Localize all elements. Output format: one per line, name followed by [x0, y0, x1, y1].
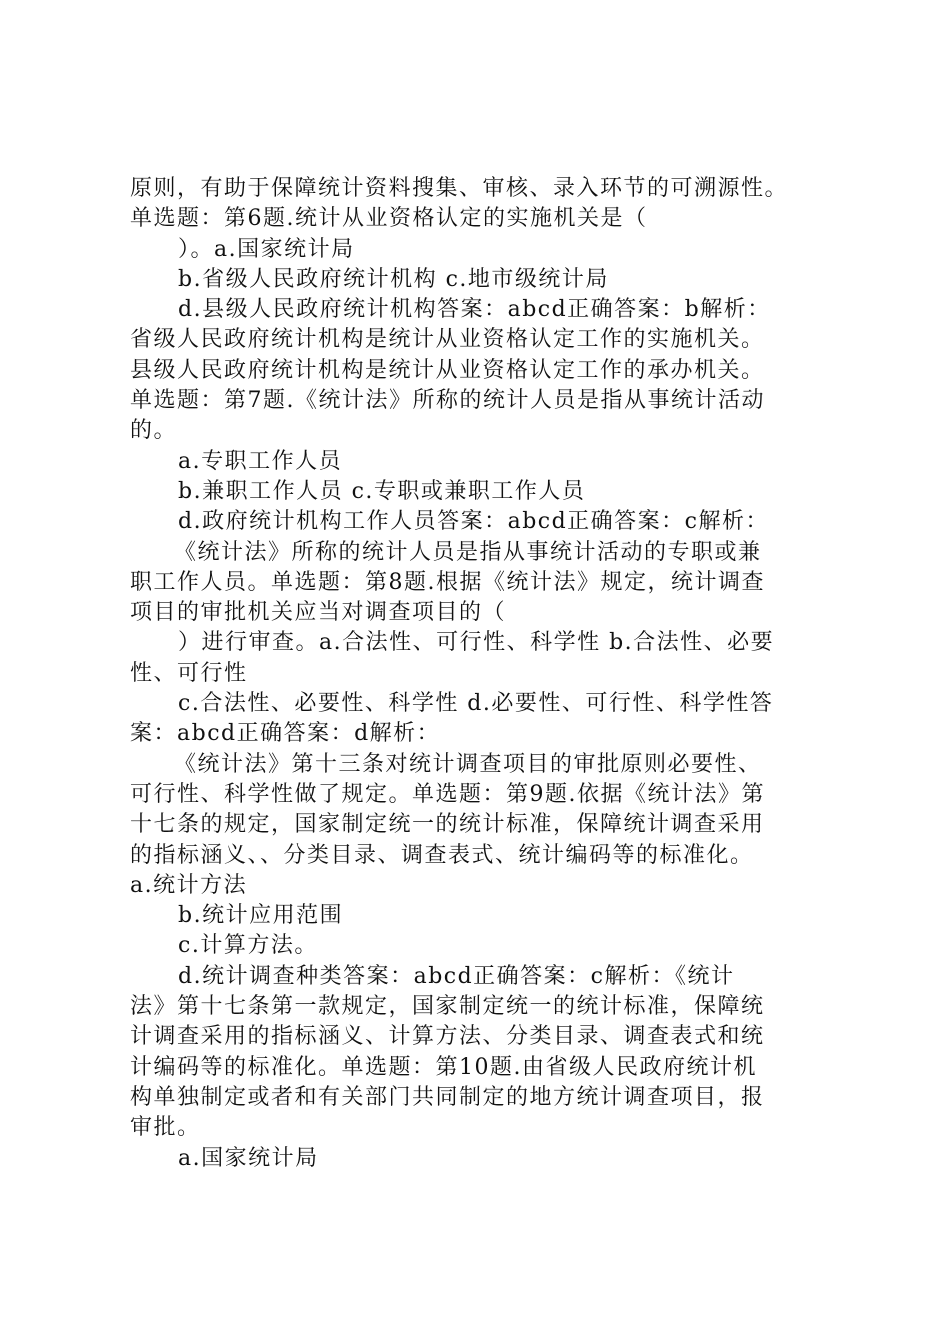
- text-line: 性、可行性: [130, 660, 248, 686]
- text-line: ）进行审查。a.合法性、可行性、科学性 b.合法性、必要: [178, 630, 775, 656]
- text-line: 单选题：第6题.统计从业资格认定的实施机关是（: [130, 206, 648, 232]
- text-line: b.省级人民政府统计机构 c.地市级统计局: [178, 266, 609, 292]
- text-line: d.县级人民政府统计机构答案：abcd正确答案：b解析：: [178, 297, 771, 323]
- text-line: c.合法性、必要性、科学性 d.必要性、可行性、科学性答: [178, 691, 774, 717]
- text-line: a.统计方法: [130, 872, 248, 898]
- text-line: 计编码等的标准化。单选题：第10题.由省级人民政府统计机: [130, 1054, 757, 1080]
- text-line: 的指标涵义、、分类目录、调查表式、统计编码等的标准化。: [130, 842, 754, 868]
- text-line: ）。a.国家统计局: [178, 236, 355, 262]
- text-line: 省级人民政府统计机构是统计从业资格认定工作的实施机关。: [130, 327, 765, 353]
- text-line: 案：abcd正确答案：d解析：: [130, 721, 441, 747]
- text-line: a.国家统计局: [178, 1145, 319, 1171]
- text-line: 县级人民政府统计机构是统计从业资格认定工作的承办机关。: [130, 357, 765, 383]
- text-line: 构单独制定或者和有关部门共同制定的地方统计调查项目，报: [130, 1084, 765, 1110]
- text-line: 《统计法》所称的统计人员是指从事统计活动的专职或兼: [174, 539, 762, 565]
- text-line: 十七条的规定，国家制定统一的统计标准，保障统计调查采用: [130, 812, 765, 838]
- text-line: 计调查采用的指标涵义、计算方法、分类目录、调查表式和统: [130, 1024, 765, 1050]
- text-line: d.政府统计机构工作人员答案：abcd正确答案：c解析：: [178, 509, 770, 535]
- text-line: b.统计应用范围: [178, 903, 344, 929]
- text-line: 项目的审批机关应当对调查项目的（: [130, 600, 507, 626]
- text-line: 的。: [130, 418, 178, 444]
- text-line: 《统计法》第十三条对统计调查项目的审批原则必要性、: [174, 751, 762, 777]
- text-line: 法》第十七条第一款规定，国家制定统一的统计标准，保障统: [130, 994, 765, 1020]
- text-line: 职工作人员。单选题：第8题.根据《统计法》规定，统计调查: [130, 569, 765, 595]
- text-line: a.专职工作人员: [178, 448, 343, 474]
- text-line: 审批。: [130, 1115, 201, 1141]
- text-line: 单选题：第7题.《统计法》所称的统计人员是指从事统计活动: [130, 388, 765, 414]
- document-page: [130, 174, 845, 1174]
- text-line: 可行性、科学性做了规定。单选题：第9题.依据《统计法》第: [130, 781, 765, 807]
- text-line: b.兼职工作人员 c.专职或兼职工作人员: [178, 478, 586, 504]
- text-line: d.统计调查种类答案：abcd正确答案：c解析：《统计: [178, 963, 735, 989]
- text-line: 原则，有助于保障统计资料搜集、审核、录入环节的可溯源性。: [130, 176, 789, 201]
- text-line: c.计算方法。: [178, 933, 318, 959]
